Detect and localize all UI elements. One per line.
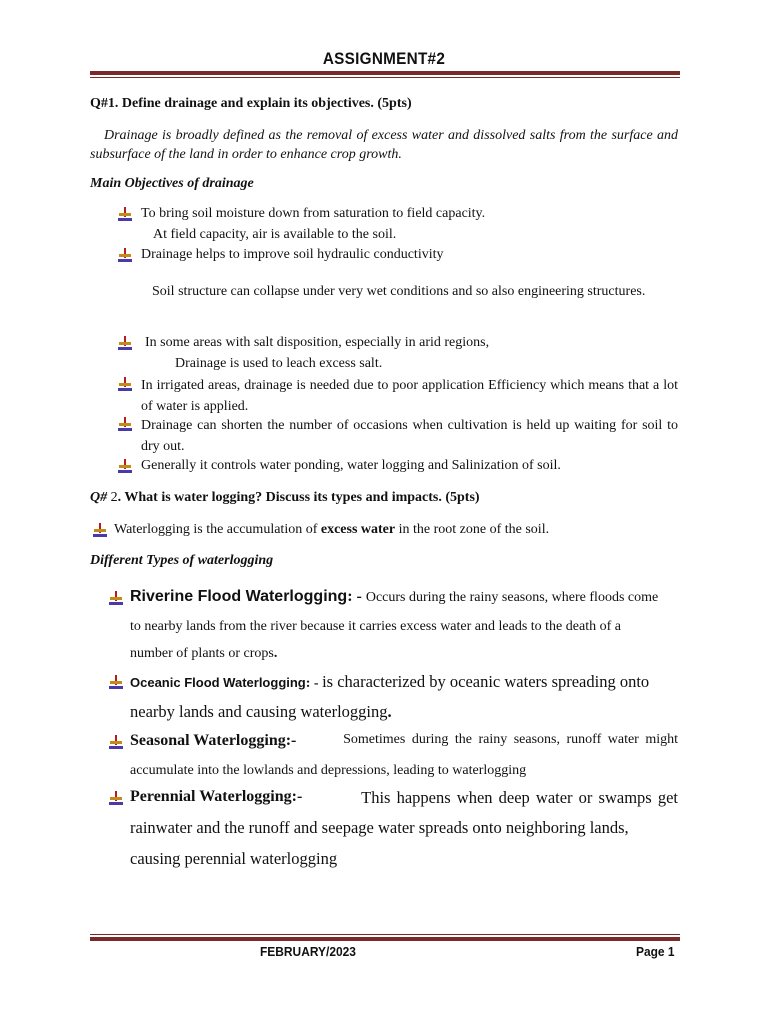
bullet-icon	[118, 417, 132, 431]
soil-structure-paragraph: Soil structure can collapse under very wet conditions and so also engineering structures.	[152, 284, 646, 299]
bullet-icon	[109, 791, 123, 805]
bullet-icon	[109, 675, 123, 689]
objective-5: Drainage can shorten the number of occasions when cultivation is held up waiting for soil to dry out.	[141, 418, 678, 454]
header-rule	[90, 71, 680, 78]
oceanic-line-1: Oceanic Flood Waterlogging: - is characterized by oceanic waters spreading onto	[130, 672, 650, 691]
objective-2: Drainage helps to improve soil hydraulic conductivity	[141, 247, 444, 262]
bullet-icon	[118, 377, 132, 391]
bullet-icon	[118, 248, 132, 262]
drainage-definition: Drainage is broadly defined as the removal of excess water and dissolved salts from the surface and subsurface of the land in order to enhance crop growth.	[90, 128, 678, 162]
types-heading: Different Types of waterlogging	[90, 553, 274, 568]
objective-1: To bring soil moisture down from saturation to field capacity.	[141, 206, 486, 221]
riverine-line-2: to nearby lands from the river because it carries excess water and leads to the death of a	[130, 619, 621, 634]
objective-3: In some areas with salt disposition, especially in arid regions,	[145, 335, 490, 350]
objective-1-cont: At field capacity, air is available to the soil.	[153, 227, 397, 242]
seasonal-line-2: accumulate into the lowlands and depressions, leading to waterlogging	[130, 763, 527, 778]
bullet-icon	[118, 336, 132, 350]
footer-rule	[90, 934, 680, 941]
q1-title: Q#1. Define drainage and explain its objectives. (5pts)	[90, 96, 412, 111]
bullet-icon	[109, 735, 123, 749]
perennial-line-3: causing perennial waterlogging	[130, 849, 338, 868]
perennial-line-1: Perennial Waterlogging:- This happens when deep water or swamps get	[130, 788, 678, 807]
objectives-heading: Main Objectives of drainage	[90, 176, 254, 191]
footer-date: FEBRUARY/2023	[260, 944, 356, 959]
objective-3-cont: Drainage is used to leach excess salt.	[175, 356, 383, 371]
seasonal-line-1: Seasonal Waterlogging:- Sometimes during the rainy seasons, runoff water might	[130, 732, 678, 749]
waterlogging-definition: Waterlogging is the accumulation of excess water in the root zone of the soil.	[114, 522, 550, 537]
bullet-icon	[93, 523, 107, 537]
perennial-line-2: rainwater and the runoff and seepage water spreads onto neighboring lands,	[130, 818, 629, 837]
bullet-icon	[109, 591, 123, 605]
bullet-icon	[118, 459, 132, 473]
objective-6: Generally it controls water ponding, water logging and Salinization of soil.	[141, 458, 561, 473]
document-title: ASSIGNMENT#2	[322, 49, 446, 68]
q2-title: Q# 2. What is water logging? Discuss its types and impacts. (5pts)	[90, 490, 480, 505]
oceanic-line-2: nearby lands and causing waterlogging.	[130, 702, 392, 721]
riverine-line-1: Riverine Flood Waterlogging: - Occurs during the rainy seasons, where floods come	[130, 588, 659, 605]
bullet-icon	[118, 207, 132, 221]
riverine-line-3: number of plants or crops.	[130, 646, 278, 661]
objective-4: In irrigated areas, drainage is needed due to poor application Efficiency which means that a lot of water is applied.	[141, 378, 678, 414]
page-number: Page 1	[636, 944, 675, 959]
